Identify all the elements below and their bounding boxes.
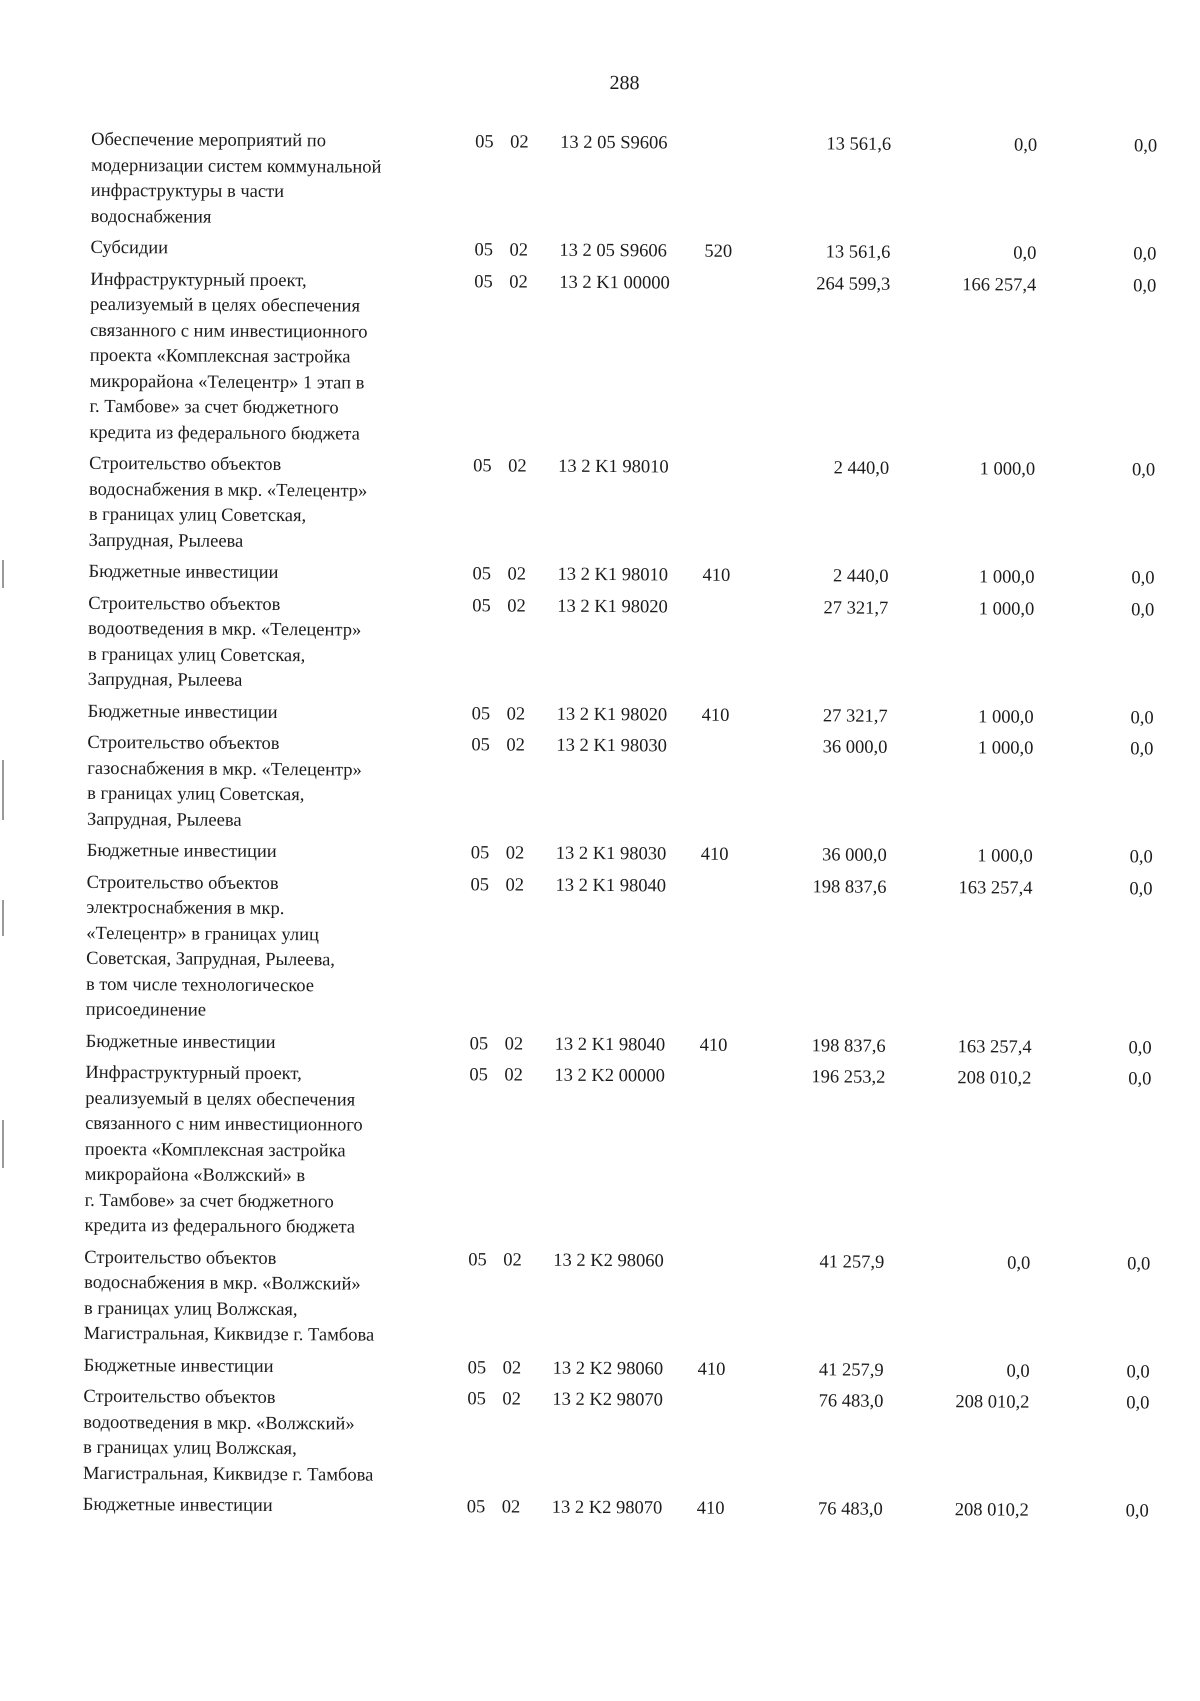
subsection-code: 02: [509, 240, 529, 261]
target-article-code: 13 2 K1 98030: [556, 735, 668, 757]
subsection-code: 02: [506, 735, 526, 756]
section-code: 05: [471, 703, 491, 724]
table-row: [0, 1029, 1194, 1062]
row-name: Строительство объектов водоотведения в мкр. «Телецентр» в границах улиц Советская, Запрудная, Рылеева: [87, 593, 362, 691]
target-article-code: 13 2 K2 98060: [553, 1250, 664, 1271]
subsection-code: 02: [507, 564, 527, 585]
amount-year-1: 36 000,0: [822, 737, 888, 758]
subsection-code: 02: [510, 132, 529, 153]
row-name: Строительство объектов водоснабжения в мкр. «Телецентр» в границах улиц Советская, Запрудная, Рылеева: [88, 453, 368, 552]
amount-year-2: 208 010,2: [954, 1500, 1029, 1521]
amount-year-2: 208 010,2: [955, 1392, 1030, 1413]
amount-year-3: 0,0: [1133, 275, 1157, 296]
target-article-code: 13 2 K1 98020: [557, 596, 668, 617]
section-code: 05: [466, 1497, 486, 1518]
section-code: 05: [467, 1357, 487, 1378]
amount-year-1: 41 257,9: [818, 1359, 884, 1381]
target-article-code: 13 2 K2 00000: [554, 1065, 665, 1087]
row-name: Бюджетные инвестиции: [86, 840, 277, 863]
page-number: 288: [609, 72, 640, 95]
row-name: Бюджетные инвестиции: [82, 1494, 273, 1517]
amount-year-3: 0,0: [1128, 1037, 1152, 1058]
subsection-code: 02: [503, 1249, 522, 1271]
row-name: Бюджетные инвестиции: [83, 1355, 274, 1377]
amount-year-2: 1 000,0: [978, 567, 1035, 588]
amount-year-2: 1 000,0: [977, 846, 1033, 867]
table-row: [0, 127, 1199, 236]
amount-year-2: 1 000,0: [978, 598, 1035, 620]
subsection-code: 02: [504, 1065, 523, 1086]
row-name: Инфраструктурный проект, реализуемый в целях обеспечения связанного с ним инвестиционного проекта «Комплексная застройка микрорайона «Волжский» в г. Тамбове» за счет бюджетного кредита из федерального бюджета: [84, 1062, 363, 1238]
table-row: [0, 267, 1198, 453]
amount-year-1: 27 321,7: [822, 705, 888, 727]
target-article-code: 13 2 K2 98070: [551, 1497, 663, 1519]
section-code: 05: [475, 132, 494, 153]
row-name: Субсидии: [90, 237, 169, 259]
subsection-code: 02: [506, 703, 526, 725]
section-code: 05: [468, 1249, 487, 1270]
expense-type-code: 410: [699, 1035, 728, 1056]
amount-year-2: 0,0: [1006, 1361, 1030, 1382]
target-article-code: 13 2 K1 98040: [555, 875, 667, 896]
amount-year-3: 0,0: [1131, 599, 1155, 620]
amount-year-1: 76 483,0: [817, 1499, 883, 1520]
amount-year-2: 1 000,0: [977, 738, 1034, 759]
table-row: [0, 591, 1196, 700]
section-code: 05: [472, 595, 491, 616]
table-row: [0, 730, 1196, 839]
amount-year-1: 196 253,2: [811, 1067, 886, 1088]
amount-year-1: 264 599,3: [816, 273, 891, 295]
amount-year-3: 0,0: [1131, 568, 1155, 589]
amount-year-3: 0,0: [1130, 707, 1154, 728]
target-article-code: 13 2 05 S9606: [559, 240, 667, 262]
section-code: 05: [470, 843, 490, 864]
amount-year-3: 0,0: [1130, 739, 1154, 760]
subsection-code: 02: [502, 1357, 522, 1379]
table-row: [0, 1060, 1193, 1246]
amount-year-3: 0,0: [1125, 1501, 1149, 1522]
amount-year-2: 208 010,2: [957, 1068, 1032, 1089]
section-code: 05: [474, 271, 493, 292]
subsection-code: 02: [504, 1033, 524, 1055]
row-name: Обеспечение мероприятий по модернизации систем коммунальной инфраструктуры в части водоснабжения: [90, 129, 382, 228]
target-article-code: 13 2 K1 98040: [554, 1034, 666, 1055]
target-article-code: 13 2 K2 98070: [552, 1389, 664, 1411]
table-row: [0, 699, 1196, 732]
section-code: 05: [467, 1389, 487, 1410]
amount-year-3: 0,0: [1126, 1361, 1150, 1382]
amount-year-1: 2 440,0: [833, 458, 890, 479]
section-code: 05: [473, 456, 492, 477]
amount-year-1: 27 321,7: [823, 597, 889, 619]
amount-year-1: 41 257,9: [819, 1251, 885, 1273]
subsection-code: 02: [505, 843, 525, 864]
expense-type-code: 410: [701, 705, 730, 726]
amount-year-2: 166 257,4: [962, 274, 1037, 296]
table-row: [0, 1353, 1192, 1386]
row-name: Бюджетные инвестиции: [87, 701, 278, 723]
section-code: 05: [472, 564, 492, 585]
target-article-code: 13 2 05 S9606: [560, 132, 668, 154]
amount-year-3: 0,0: [1129, 878, 1153, 899]
expense-type-code: 410: [697, 1359, 726, 1380]
amount-year-2: 1 000,0: [978, 706, 1034, 728]
expense-type-code: 410: [696, 1498, 725, 1519]
amount-year-1: 13 561,6: [825, 242, 891, 263]
row-name: Строительство объектов электроснабжения в мкр. «Телецентр» в границах улиц Советская, Запрудная, Рылеева, в том числе технологическое присоединение: [85, 872, 336, 1021]
subsection-code: 02: [509, 271, 528, 293]
section-code: 05: [474, 240, 494, 261]
amount-year-1: 198 837,6: [811, 1035, 886, 1057]
row-name: Строительство объектов водоснабжения в мкр. «Волжский» в границах улиц Волжская, Магистральная, Киквидзе г. Тамбова: [83, 1247, 375, 1346]
amount-year-3: 0,0: [1131, 460, 1156, 481]
table-row: [0, 870, 1195, 1030]
row-name: Строительство объектов газоснабжения в мкр. «Телецентр» в границах улиц Советская, Запрудная, Рылеева: [86, 732, 362, 831]
row-name: Бюджетные инвестиции: [88, 561, 279, 584]
amount-year-1: 36 000,0: [821, 845, 887, 866]
table-row: [0, 451, 1197, 560]
table-row: [0, 559, 1197, 592]
section-code: 05: [469, 1065, 488, 1086]
row-name: Бюджетные инвестиции: [85, 1031, 276, 1053]
table-row: [0, 1384, 1192, 1493]
target-article-code: 13 2 K1 98030: [555, 843, 667, 865]
amount-year-3: 0,0: [1133, 244, 1157, 265]
subsection-code: 02: [508, 456, 527, 477]
amount-year-3: 0,0: [1133, 136, 1158, 157]
subsection-code: 02: [507, 595, 526, 617]
amount-year-2: 1 000,0: [979, 459, 1036, 480]
row-name: Инфраструктурный проект, реализуемый в целях обеспечения связанного с ним инвестиционного проекта «Комплексная застройка микрорайона «Телецентр» 1 этап в г. Тамбове» за счет бюджетного кредита из федерального бюджета: [89, 269, 368, 445]
subsection-code: 02: [501, 1497, 521, 1518]
expense-type-code: 520: [704, 241, 733, 262]
target-article-code: 13 2 K1 00000: [559, 272, 670, 293]
target-article-code: 13 2 K1 98010: [557, 564, 669, 586]
amount-year-1: 2 440,0: [832, 566, 889, 587]
amount-year-2: 0,0: [1013, 243, 1037, 264]
amount-year-3: 0,0: [1127, 1253, 1151, 1274]
amount-year-1: 76 483,0: [818, 1391, 884, 1412]
target-article-code: 13 2 K1 98010: [558, 456, 669, 478]
subsection-code: 02: [502, 1389, 522, 1410]
amount-year-3: 0,0: [1126, 1393, 1150, 1414]
subsection-code: 02: [505, 874, 525, 896]
budget-table: [0, 127, 1199, 1531]
amount-year-1: 198 837,6: [812, 876, 887, 898]
table-row: [0, 1492, 1191, 1525]
table-row: [0, 235, 1199, 268]
expense-type-code: 410: [702, 565, 731, 586]
row-name: Строительство объектов водоотведения в мкр. «Волжский» в границах улиц Волжская, Магистральная, Киквидзе г. Тамбова: [82, 1386, 374, 1486]
amount-year-3: 0,0: [1128, 1069, 1152, 1090]
section-code: 05: [469, 1033, 489, 1054]
amount-year-1: 13 561,6: [826, 134, 892, 155]
expense-type-code: 410: [700, 844, 729, 865]
target-article-code: 13 2 K2 98060: [552, 1358, 664, 1379]
section-code: 05: [471, 735, 491, 756]
target-article-code: 13 2 K1 98020: [556, 704, 668, 725]
table-row: [0, 838, 1195, 871]
amount-year-3: 0,0: [1129, 847, 1153, 868]
table-row: [0, 1245, 1192, 1354]
amount-year-2: 163 257,4: [958, 877, 1033, 899]
amount-year-2: 0,0: [1013, 135, 1038, 156]
section-code: 05: [470, 874, 490, 895]
amount-year-2: 163 257,4: [957, 1036, 1032, 1058]
amount-year-2: 0,0: [1007, 1253, 1031, 1274]
